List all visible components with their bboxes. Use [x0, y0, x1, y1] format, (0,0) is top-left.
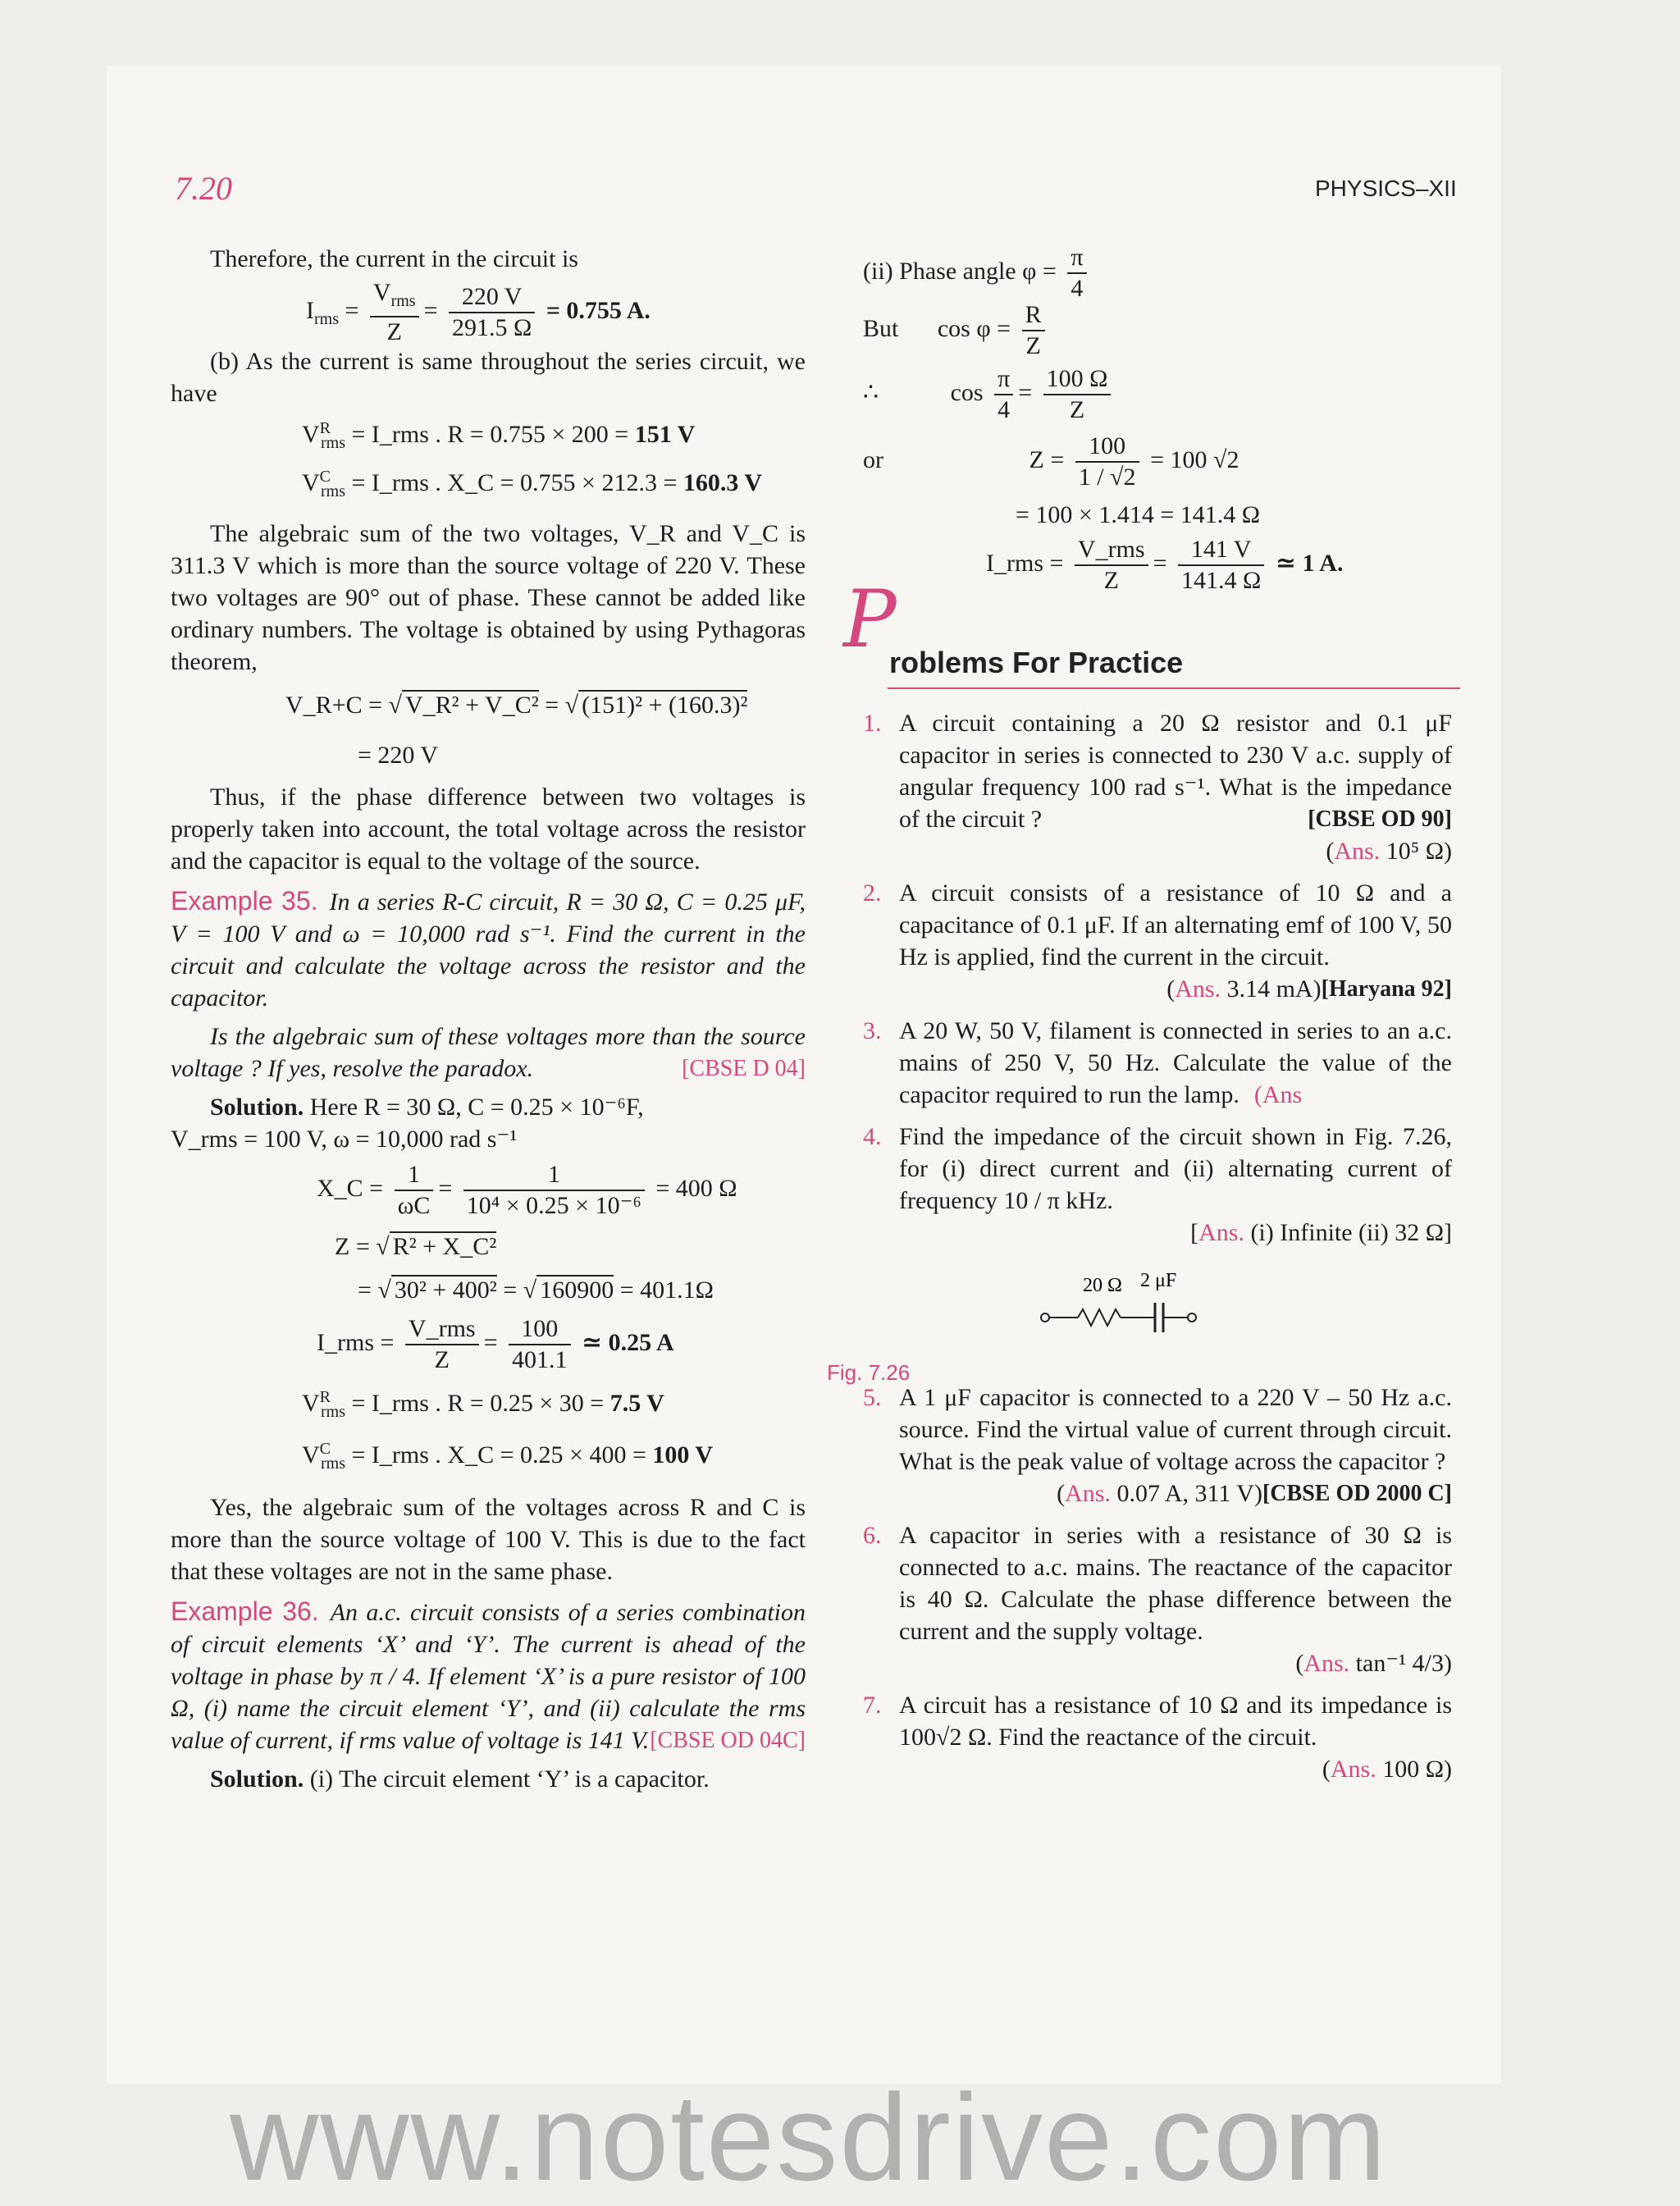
sqrt-content: V_R² + V_C²: [402, 690, 539, 719]
eq-result: ≃ 1 A.: [1275, 549, 1344, 577]
source-tag: [CBSE OD 04C]: [650, 1728, 806, 1753]
equation-irms: $I_{rms}$ = $\frac{V_{rms}}{Z}$ = $\frac{220 V}{291.5 \Omega}$ = 0.755 A.: [306, 279, 651, 345]
example-35-part2: [171, 1021, 806, 1085]
num: 100 Ω: [1043, 364, 1112, 395]
sqrt-content: R² + X_C²: [390, 1231, 497, 1260]
example-text: Is the algebraic sum of these voltages more than the source voltage ? If yes, resolve the paradox.: [171, 1023, 806, 1082]
problem-item: [863, 877, 1452, 1005]
eq-result: ≃ 0.25 A: [582, 1328, 674, 1356]
eq-result: = 400 Ω: [655, 1174, 737, 1202]
fraction: [1043, 364, 1112, 425]
fraction: [370, 278, 419, 347]
eq-lhs: I_rms =: [317, 1328, 395, 1356]
equation-z2: = √ 30² + 400² = √ 160900 = 401.1Ω: [358, 1277, 714, 1304]
equation-vrc: V_R+C = √ V_R² + V_C² = √ (151)² + (160.3)²: [285, 692, 748, 719]
page-number: 7.20: [175, 170, 232, 207]
resistor-symbol: [1078, 1309, 1121, 1326]
problem-text: [899, 1689, 1452, 1753]
fraction: [463, 1160, 645, 1221]
eq-lhs: cos: [950, 378, 984, 406]
solution-35-line2: V_rms = 100 V, ω = 10,000 rad s⁻¹: [171, 1126, 518, 1153]
answer-label: Ans.: [1303, 1650, 1350, 1677]
eq-result: = 401.1Ω: [619, 1277, 714, 1304]
num: V_rms: [405, 1314, 479, 1345]
equation-vr: $V^R_{rms}$ = I_rms . R = 0.755 × 200 = 151 V: [302, 419, 696, 452]
solution-35: [171, 1091, 806, 1123]
problem-answer: (Ans. 3.14 mA): [1166, 975, 1322, 1003]
equation-irms-2: I_rms = $\frac{\text{V\_rms}}{Z}$ = $\frac{100}{401.1}$ ≃ 0.25 A: [317, 1315, 674, 1373]
eq-lhs: V_R+C =: [285, 692, 383, 719]
paragraph: The algebraic sum of the two voltages, V_R and V_C is 311.3 V which is more than the source voltage of 220 V. These two voltages are 90° out of phase. These cannot be added like ordinary numbers. The voltage is obtained by using Pythagoras theorem,: [171, 520, 806, 675]
fraction: [509, 1314, 571, 1375]
fraction: [395, 1160, 434, 1221]
problem-number: 2.: [863, 879, 882, 907]
eq-text: = I_rms . R = 0.25 × 30 =: [351, 1390, 610, 1417]
num-sub: rms: [390, 292, 416, 310]
den: Z: [386, 318, 402, 345]
den: 1 / √2: [1078, 464, 1136, 491]
den: 10⁴ × 0.25 × 10⁻⁶: [466, 1192, 641, 1219]
problem-body: A circuit consists of a resistance of 10 Ω and a capacitance of 0.1 μF. If an alternating emf of 100 V, 50 Hz is applied, find the current in the circuit.: [899, 879, 1452, 971]
solution-label: Solution.: [210, 1094, 304, 1121]
problem-number: 4.: [863, 1123, 882, 1150]
fraction: [1075, 432, 1139, 492]
num: π: [994, 364, 1013, 395]
problem-list: [827, 707, 1452, 1785]
eq-bold: 7.5 V: [609, 1390, 664, 1417]
running-head: PHYSICS–XII: [1315, 176, 1457, 201]
eq-lhs: cos φ =: [937, 314, 1011, 342]
den: Z: [1103, 567, 1119, 594]
problem-answer: (Ans. tan⁻¹ 4/3): [1295, 1650, 1452, 1677]
watermark: www.notesdrive.com: [230, 2068, 1388, 2206]
problem-text: [899, 1519, 1452, 1647]
circuit-diagram: [863, 1258, 1452, 1349]
problem-body: Find the impedance of the circuit shown in Fig. 7.26, for (i) direct current and (ii) alternating current of frequency 10 / π kHz.: [899, 1123, 1452, 1214]
fraction: [1022, 300, 1045, 361]
eq-word: But: [863, 314, 899, 342]
equation-z: Z = √ R² + X_C²: [335, 1233, 497, 1260]
fraction: [1067, 243, 1086, 304]
answer-label: (Ans: [1253, 1081, 1303, 1108]
num: 1: [395, 1160, 434, 1191]
fraction: [1075, 535, 1148, 596]
num: π: [1067, 243, 1086, 274]
fraction: [449, 282, 535, 343]
num: 220 V: [449, 282, 535, 313]
equation-xc: X_C = $\frac{1}{\omega C}$ = $\frac{1}{\text{10⁴ × 0.25 × 10⁻⁶}}$ = 400 Ω: [317, 1161, 737, 1219]
problems-initial: P: [843, 573, 897, 665]
den: 291.5 Ω: [452, 314, 532, 341]
num: 1: [463, 1160, 645, 1191]
den: ωC: [397, 1192, 431, 1219]
problem-body: A 20 W, 50 V, filament is connected in series to an a.c. mains of 250 V, 50 Hz. Calculate the value of the capacitor required to run the lamp.: [899, 1017, 1452, 1108]
answer-label: Ans.: [1175, 975, 1221, 1003]
problem-item: [863, 1121, 1452, 1249]
example-label: Example 35.: [171, 886, 318, 916]
problem-answer: (Ans. 10⁵ Ω): [1326, 838, 1452, 865]
example-text: In a series R-C circuit, R = 30 Ω, C = 0.25 μF, V = 100 V and ω = 10,000 rad s⁻¹. Find the current in the circuit and calculate the voltage across the resistor and the capacitor.: [171, 888, 806, 1012]
problem-number: 7.: [863, 1692, 882, 1719]
num: 100: [1075, 432, 1139, 463]
equation-cos: [863, 300, 1452, 364]
den: 141.4 Ω: [1181, 567, 1262, 594]
den: Z: [1025, 332, 1041, 359]
sqrt-content: 160900: [536, 1275, 614, 1304]
problem-number: 3.: [863, 1017, 882, 1044]
problem-answer: (Ans. 0.07 A, 311 V): [1057, 1480, 1262, 1507]
equation-z-right: [863, 432, 1452, 499]
source-tag: [CBSE OD 2000 C]: [1262, 1481, 1452, 1506]
den: Z: [434, 1346, 450, 1373]
problem-text: [899, 1121, 1452, 1217]
example-label: Example 36.: [171, 1596, 319, 1626]
equation-z-line2: = 100 × 1.414 = 141.4 Ω: [1016, 501, 1261, 528]
eq-lhs: I_rms =: [986, 549, 1064, 577]
eq-word: ∴: [863, 378, 879, 406]
terminal-left: [1041, 1313, 1049, 1322]
fraction: [405, 1314, 479, 1375]
problem-item: [863, 1015, 1452, 1111]
answer-value: 0.07 A, 311 V: [1116, 1480, 1254, 1507]
right-column: [827, 243, 1452, 1795]
equation-vr-2: $V^R_{rms}$ = I_rms . R = 0.25 × 30 = 7.5 V: [302, 1388, 664, 1421]
eq-text: = I_rms . R = 0.755 × 200 =: [351, 421, 635, 448]
problem-body: A circuit containing a 20 Ω resistor and 0.1 μF capacitor in series is connected to 230 V a.c. supply of angular frequency 100 rad s⁻¹. What is the impedance of the circuit ?: [899, 710, 1452, 833]
capacitor-label: 2 μF: [1140, 1270, 1177, 1291]
answer-value: 100 Ω: [1382, 1756, 1444, 1783]
eq-word: or: [863, 445, 883, 473]
sqrt-content: 30² + 400²: [391, 1275, 497, 1304]
problem-item: [863, 1689, 1452, 1785]
num: V: [372, 279, 391, 306]
solution-text: Here R = 30 Ω, C = 0.25 × 10⁻⁶F,: [309, 1094, 644, 1121]
num: 100: [509, 1314, 571, 1345]
paragraph: Yes, the algebraic sum of the voltages across R and C is more than the source voltage of 100 V. This is due to the fact that these voltages are not in the same phase.: [171, 1494, 806, 1585]
answer-label: Ans.: [1198, 1219, 1244, 1246]
problem-answer: [Ans. (i) Infinite (ii) 32 Ω]: [1190, 1219, 1452, 1246]
source-tag: [CBSE D 04]: [682, 1056, 806, 1081]
problem-number: 1.: [863, 710, 882, 737]
eq-lhs: Z =: [335, 1233, 370, 1260]
equation-vrc-result: = 220 V: [358, 742, 439, 769]
eq-bold: 100 V: [652, 1441, 713, 1468]
eq-lhs-sub: rms: [314, 309, 339, 328]
problem-body: A capacitor in series with a resistance of 30 Ω is connected to a.c. mains. The reactance of the capacitor is 40 Ω. Calculate the phase difference between the current and the supply voltage.: [899, 1522, 1452, 1645]
eq-text: = I_rms . X_C = 0.755 × 212.3 =: [351, 469, 683, 496]
problem-item: [863, 707, 1452, 867]
fraction: [994, 364, 1013, 425]
problem-item: [863, 1382, 1452, 1509]
example-35: [171, 885, 806, 1014]
problems-title: roblems For Practice: [889, 646, 1184, 679]
source-tag: [CBSE OD 90]: [1308, 806, 1452, 832]
answer-label: Ans.: [1334, 838, 1381, 865]
solution-label: Solution.: [210, 1765, 304, 1793]
heading-rule: [888, 687, 1460, 689]
problem-number: 5.: [863, 1384, 882, 1411]
den: 4: [1071, 275, 1084, 302]
den: Z: [1069, 396, 1085, 423]
equation-cos2: ∴ cos $\frac{\pi}{4}$ = $\frac{100 \Omega}{Z}$: [863, 364, 1452, 432]
eq-result: = 0.755 A.: [546, 296, 651, 324]
solution-36: [171, 1763, 806, 1795]
answer-label: Ans.: [1065, 1480, 1111, 1507]
problem-text: [899, 1015, 1452, 1111]
eq-text: = I_rms . X_C = 0.25 × 400 =: [351, 1441, 653, 1468]
num: V_rms: [1075, 535, 1148, 566]
source-tag: [Haryana 92]: [1321, 976, 1452, 1002]
circuit-figure: [827, 1258, 1452, 1385]
example-36: [171, 1596, 806, 1756]
figure-caption: Fig. 7.26: [827, 1360, 911, 1385]
problem-number: 6.: [863, 1522, 882, 1549]
equation-vc-2: $V^C_{rms}$ = I_rms . X_C = 0.25 × 400 = 100 V: [302, 1440, 713, 1473]
eq-bold: 151 V: [634, 421, 696, 448]
terminal-right: [1188, 1313, 1196, 1322]
paragraph: Thus, if the phase difference between two voltages is properly taken into account, the total voltage across the resistor and the capacitor is equal to the voltage of the source.: [171, 783, 806, 875]
problem-body: A circuit has a resistance of 10 Ω and its impedance is 100√2 Ω. Find the reactance of the circuit.: [899, 1692, 1452, 1751]
answer-value: (i) Infinite (ii) 32 Ω: [1250, 1219, 1444, 1246]
eq-op: =: [503, 1277, 518, 1304]
num: R: [1022, 300, 1045, 331]
den: 401.1: [512, 1346, 568, 1373]
solution-text: (i) The circuit element ‘Y’ is a capacitor.: [309, 1765, 710, 1793]
eq-text: (ii) Phase angle φ =: [863, 257, 1057, 285]
equation-irms-right: I_rms = $\frac{\text{V\_rms}}{Z}$ = $\frac{141 V}{141.4 \Omega}$ ≃ 1 A.: [986, 536, 1344, 594]
eq-result: = 100 √2: [1150, 445, 1239, 473]
answer-label: Ans.: [1330, 1756, 1376, 1783]
example-text: An a.c. circuit consists of a series combination of circuit elements ‘X’ and ‘Y’. The current is ahead of the voltage in phase by π / 4. If element ‘X’ is a pure resistor of 100 Ω, (i) name the circuit element ‘Y’, and (ii) calculate the rms value of current, if rms value of voltage is 141 V.: [171, 1599, 806, 1754]
sqrt-content: (151)² + (160.3)²: [578, 690, 747, 719]
paragraph: (b) As the current is same throughout the series circuit, we have: [171, 348, 806, 407]
eq-lhs: Z =: [1029, 445, 1065, 473]
resistor-label: 20 Ω: [1083, 1275, 1122, 1296]
eq-lhs: X_C =: [317, 1174, 384, 1202]
answer-value: tan⁻¹ 4/3: [1355, 1650, 1444, 1677]
eq-lhs: I: [306, 296, 314, 324]
answer-value: 10⁵ Ω: [1386, 838, 1444, 865]
equation-phase: [863, 243, 1452, 300]
left-column: [171, 243, 806, 1795]
problem-item: [863, 1519, 1452, 1679]
problem-body: A 1 μF capacitor is connected to a 220 V – 50 Hz a.c. source. Find the virtual value of current through circuit. What is the peak value of voltage across the capacitor ?: [899, 1384, 1452, 1475]
num: 141 V: [1178, 535, 1264, 566]
fraction: [1178, 535, 1264, 596]
problem-answer: (Ans. 100 Ω): [1322, 1756, 1452, 1783]
den: 4: [998, 396, 1011, 423]
answer-value: 3.14 mA: [1226, 975, 1313, 1003]
eq-bold: 160.3 V: [682, 469, 762, 496]
paragraph: Therefore, the current in the circuit is: [210, 245, 578, 272]
problem-text: [899, 707, 1452, 835]
equation-vc: $V^C_{rms}$ = I_rms . X_C = 0.755 × 212.3 = 160.3 V: [302, 468, 762, 500]
